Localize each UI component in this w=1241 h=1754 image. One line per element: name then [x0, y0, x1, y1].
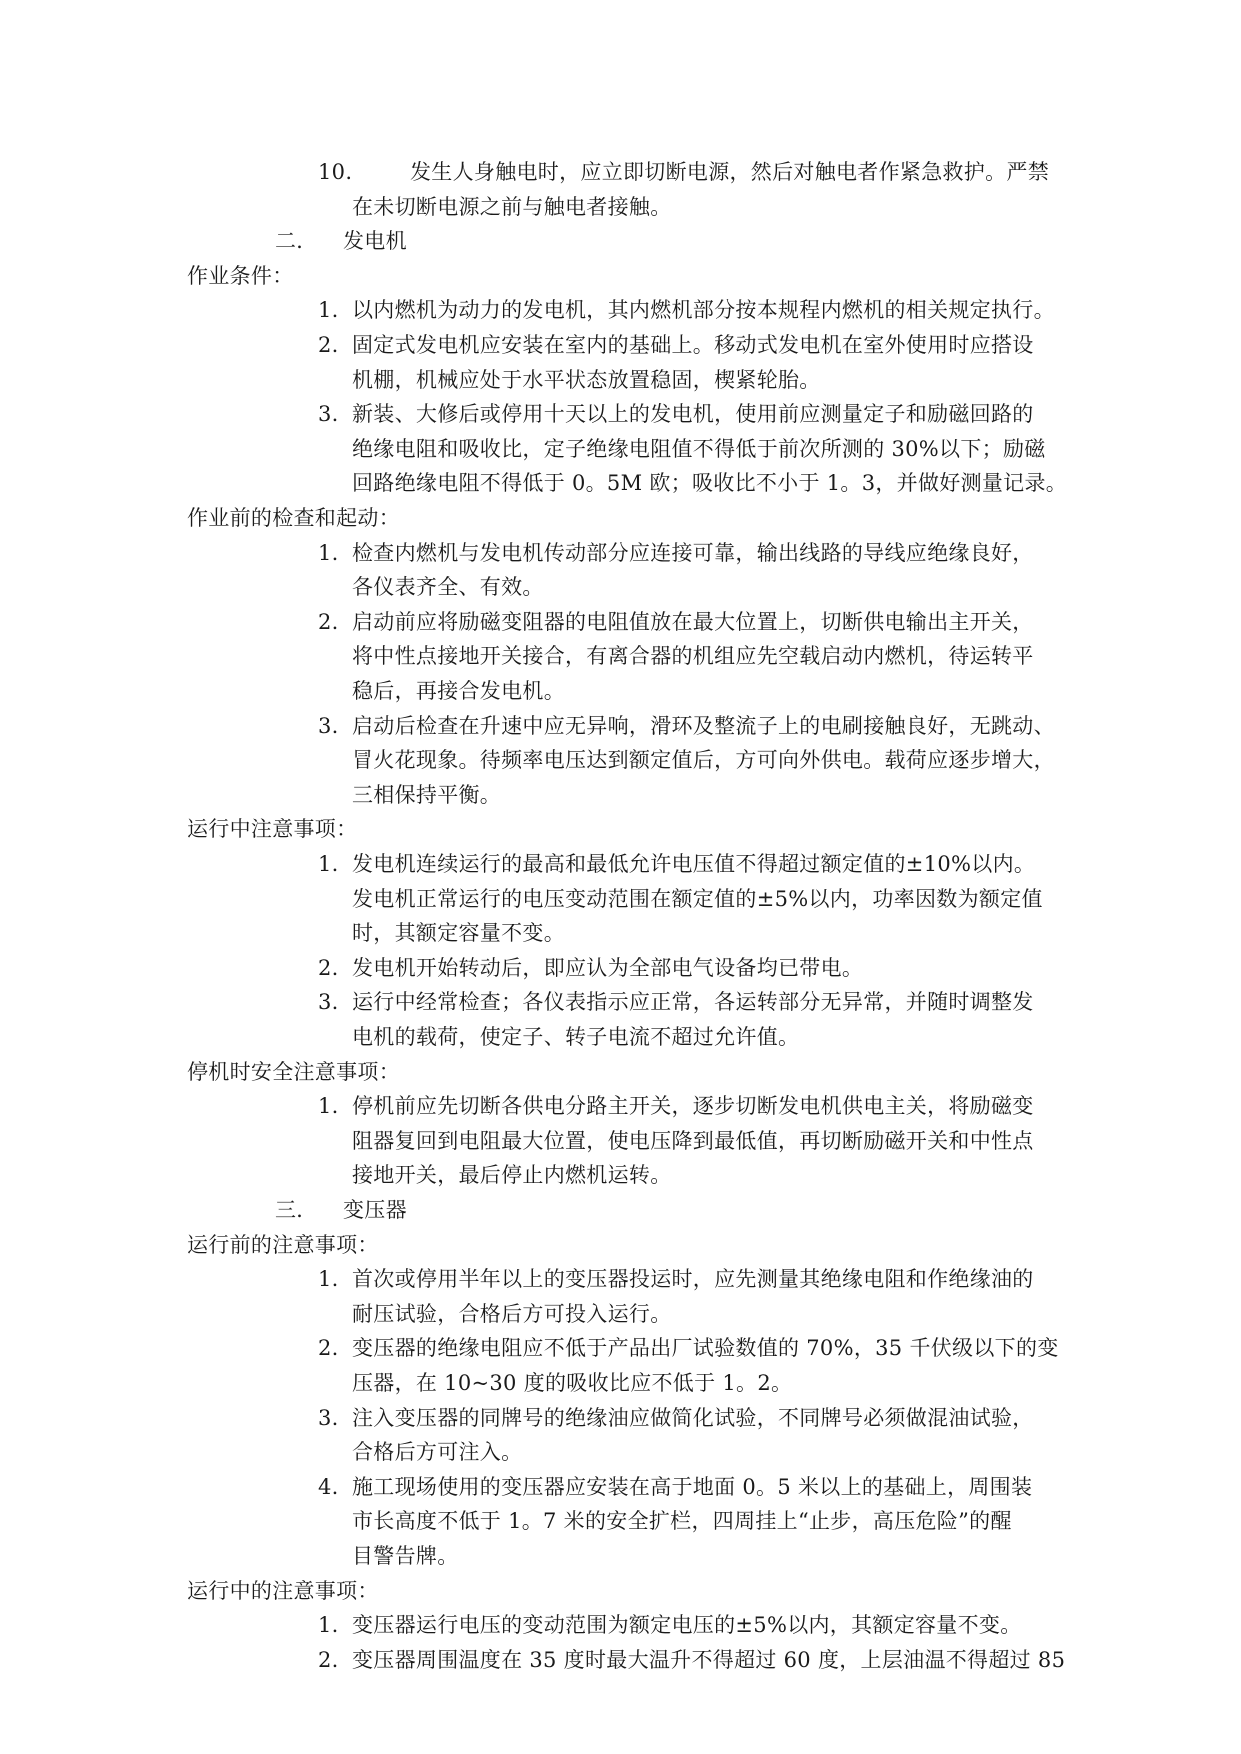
list-item-text: 合格后方可注入。	[352, 1440, 523, 1465]
list-item-number: 2.	[318, 1336, 339, 1361]
list-item-number: 2.	[318, 609, 339, 634]
list-item-number: 3.	[318, 713, 339, 738]
list-item-number: 10.	[318, 160, 353, 184]
list-item-text: 启动前应将励磁变阻器的电阻值放在最大位置上，切断供电输出主开关，	[352, 609, 1034, 634]
list-item-number: 4.	[318, 1474, 339, 1499]
list-item-text: 在未切断电源之前与触电者接触。	[352, 194, 672, 219]
group-label: 作业条件：	[187, 263, 294, 288]
list-item-text: 冒火花现象。待频率电压达到额定值后，方可向外供电。载荷应逐步增大，	[352, 748, 1055, 773]
list-item-text: 运行中经常检查；各仪表指示应正常，各运转部分无异常，并随时调整发	[352, 990, 1034, 1015]
list-item-number: 3.	[318, 990, 339, 1015]
list-item-text: 施工现场使用的变压器应安装在高于地面 0。5 米以上的基础上，周围装	[352, 1474, 1033, 1499]
list-item-text: 稳后，再接合发电机。	[352, 679, 565, 703]
list-item-number: 2.	[318, 1647, 339, 1672]
group-label: 运行中注意事项：	[187, 817, 358, 842]
list-item-text: 新装、大修后或停用十天以上的发电机，使用前应测量定子和励磁回路的	[352, 402, 1034, 427]
list-item-text: 停机前应先切断各供电分路主开关，逐步切断发电机供电主关，将励磁变	[352, 1094, 1034, 1119]
list-item-text: 三相保持平衡。	[352, 782, 502, 807]
list-item-text: 首次或停用半年以上的变压器投运时，应先测量其绝缘电阻和作绝缘油的	[352, 1267, 1034, 1292]
list-item-text: 发电机连续运行的最高和最低允许电压值不得超过额定值的±10%以内。	[352, 852, 1036, 876]
list-item-text: 将中性点接地开关接合，有离合器的机组应先空载启动内燃机，待运转平	[352, 644, 1034, 669]
section-number: 三．	[275, 1198, 318, 1222]
list-item-number: 1.	[318, 298, 339, 323]
list-item-text: 启动后检查在升速中应无异响，滑环及整流子上的电刷接触良好，无跳动、	[352, 713, 1055, 738]
list-item-text: 绝缘电阻和吸收比，定子绝缘电阻值不得低于前次所测的 30%以下；励磁	[352, 436, 1046, 461]
list-item-number: 1.	[318, 1267, 339, 1292]
list-item-text: 变压器的绝缘电阻应不低于产品出厂试验数值的 70%，35 千伏级以下的变	[352, 1336, 1059, 1361]
list-item-text: 检查内燃机与发电机传动部分应连接可靠，输出线路的导线应绝缘良好，	[352, 540, 1034, 565]
list-item-number: 1.	[318, 540, 339, 565]
list-item-text: 发生人身触电时，应立即切断电源，然后对触电者作紧急救护。严禁	[410, 160, 1049, 184]
section-heading: 发电机	[343, 229, 407, 254]
list-item-text: 接地开关，最后停止内燃机运转。	[352, 1163, 672, 1188]
list-item-number: 1.	[318, 1613, 339, 1638]
list-item-text: 市长高度不低于 1。7 米的安全扩栏，四周挂上“止步，高压危险”的醒	[352, 1509, 1012, 1534]
list-item-text: 阻器复回到电阻最大位置，使电压降到最低值，再切断励磁开关和中性点	[352, 1128, 1034, 1153]
list-item-text: 变压器运行电压的变动范围为额定电压的±5%以内，其额定容量不变。	[352, 1613, 1022, 1638]
list-item-number: 2.	[318, 333, 339, 357]
group-label: 作业前的检查和起动：	[187, 506, 400, 530]
group-label: 运行前的注意事项：	[187, 1232, 379, 1257]
group-label: 停机时安全注意事项：	[187, 1059, 400, 1084]
list-item-text: 固定式发电机应安装在室内的基础上。移动式发电机在室外使用时应搭设	[352, 333, 1034, 357]
list-item-text: 变压器周围温度在 35 度时最大温升不得超过 60 度，上层油温不得超过 85	[352, 1647, 1066, 1672]
list-item-number: 3.	[318, 402, 339, 427]
list-item-number: 2.	[318, 955, 339, 980]
list-item-text: 发电机开始转动后，即应认为全部电气设备均已带电。	[352, 955, 864, 980]
list-item-text: 回路绝缘电阻不得低于 0。5M 欧；吸收比不小于 1。3，并做好测量记录。	[352, 471, 1068, 496]
list-item-text: 目警告牌。	[352, 1544, 459, 1568]
list-item-text: 各仪表齐全、有效。	[352, 575, 544, 600]
list-item-number: 3.	[318, 1405, 339, 1430]
section-heading: 变压器	[343, 1198, 407, 1222]
list-item-text: 耐压试验，合格后方可投入运行。	[352, 1301, 672, 1326]
list-item-text: 机棚，机械应处于水平状态放置稳固，楔紧轮胎。	[352, 367, 821, 392]
list-item-text: 压器，在 10~30 度的吸收比应不低于 1。2。	[352, 1371, 793, 1395]
list-item-text: 以内燃机为动力的发电机，其内燃机部分按本规程内燃机的相关规定执行。	[352, 298, 1055, 323]
group-label: 运行中的注意事项：	[187, 1578, 379, 1603]
list-item-number: 1.	[318, 1094, 339, 1119]
section-number: 二．	[275, 229, 318, 254]
list-item-text: 电机的载荷，使定子、转子电流不超过允许值。	[352, 1025, 800, 1049]
list-item-text: 时，其额定容量不变。	[352, 921, 565, 946]
list-item-text: 发电机正常运行的电压变动范围在额定值的±5%以内，功率因数为额定值	[352, 886, 1043, 911]
list-item-number: 1.	[318, 852, 339, 876]
list-item-text: 注入变压器的同牌号的绝缘油应做简化试验，不同牌号必须做混油试验，	[352, 1405, 1034, 1430]
